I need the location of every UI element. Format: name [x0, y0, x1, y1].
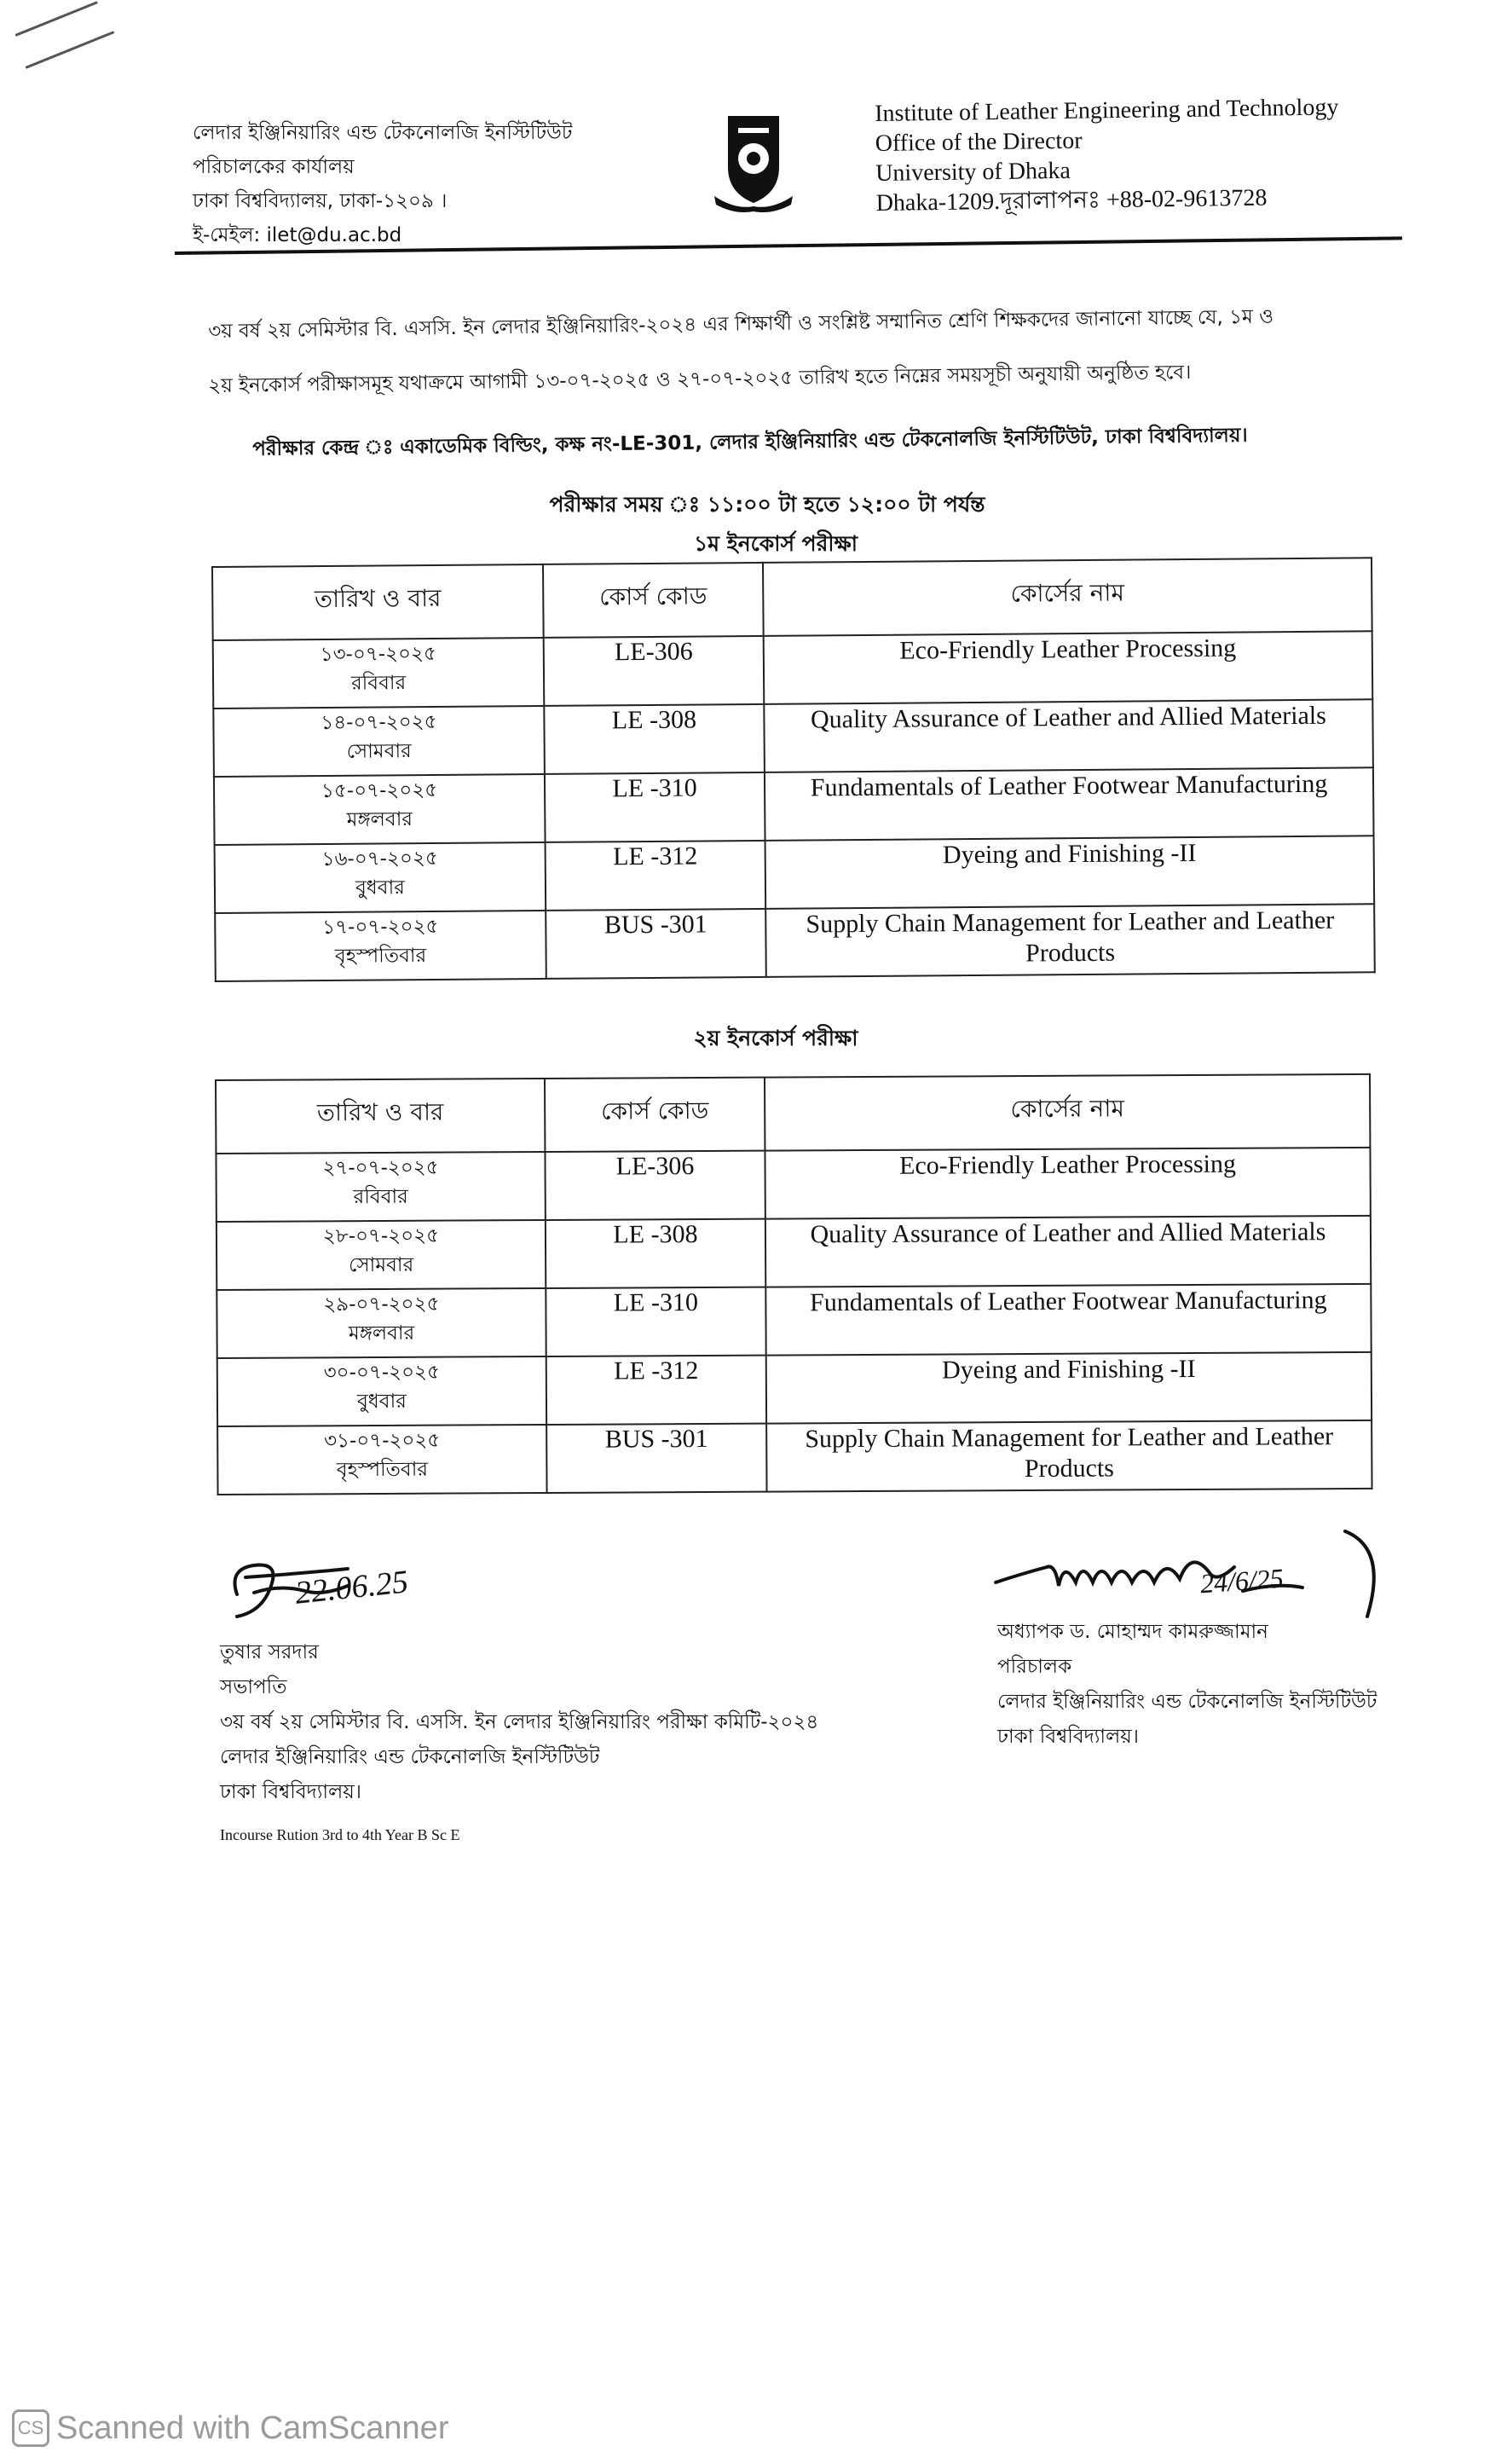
- column-header-name: কোর্সের নাম: [763, 558, 1372, 636]
- course-name-cell: Fundamentals of Leather Footwear Manufacturing: [765, 767, 1374, 841]
- table-row: [215, 836, 1375, 913]
- header-bn-line: ঢাকা বিশ্ববিদ্যালয়, ঢাকা-১২০৯ ।: [193, 190, 448, 212]
- course-name-cell: Eco-Friendly Leather Processing: [765, 1148, 1370, 1219]
- header-bn-line: লেদার ইঞ্জিনিয়ারিং এন্ড টেকনোলজি ইনস্টিটিউট: [193, 122, 573, 144]
- date-cell: ২৯-০৭-২০২৫ মঙ্গলবার: [217, 1288, 546, 1358]
- table-row: [214, 767, 1374, 845]
- header-en-line: University of Dhaka: [875, 157, 1071, 187]
- header-english-address: [875, 92, 1340, 218]
- university-logo: [709, 111, 798, 217]
- signatory-committee: ৩য় বর্ষ ২য় সেমিস্টার বি. এসসি. ইন লেদার ইঞ্জিনিয়ারিং পরীক্ষা কমিটি-২০২৪: [220, 1711, 819, 1733]
- table-row: [215, 904, 1375, 981]
- left-signature-date: 22.06.25: [293, 1564, 410, 1611]
- camscanner-watermark: [12, 2409, 448, 2447]
- date-cell: ১৬-০৭-২০২৫ বুধবার: [215, 842, 546, 913]
- column-header-date: তারিখ ও বার: [216, 1079, 545, 1154]
- notice-line-1: ৩য় বর্ষ ২য় সেমিস্টার বি. এসসি. ইন লেদার ইঞ্জিনিয়ারিং-২০২৪ এর শিক্ষার্থী ও সংশ্লিষ্ট সম্মানিত শ্রেণি শিক্ষকদের জানানো যাচ্ছে যে, ১ম ও: [208, 305, 1274, 343]
- column-header-code: কোর্স কোড: [543, 563, 764, 638]
- date-cell: ১৪-০৭-২০২৫ সোমবার: [213, 706, 545, 777]
- header-bn-line: ই-মেইল: ilet@du.ac.bd: [193, 224, 402, 246]
- table-header-row: [216, 1074, 1370, 1154]
- left-signature: [220, 1543, 442, 1637]
- course-code-cell: BUS -301: [546, 909, 766, 979]
- course-name-cell: Supply Chain Management for Leather and Leather Products: [765, 904, 1375, 977]
- course-name-cell: Quality Assurance of Leather and Allied Materials: [764, 699, 1373, 772]
- course-code-cell: LE -308: [546, 1219, 765, 1288]
- column-header-code: কোর্স কোড: [545, 1078, 765, 1152]
- course-name-cell: Eco-Friendly Leather Processing: [764, 631, 1373, 704]
- right-signatory-block: [997, 1615, 1377, 1755]
- exam-venue: পরীক্ষার কেন্দ্র ঃ একাডেমিক বিল্ডিং, কক্ষ নং-LE-301, লেদার ইঞ্জিনিয়ারিং এন্ড টেকনোলজি ইনস্টিটিউট, ঢাকা বিশ্ববিদ্যালয়।: [252, 424, 1248, 460]
- course-code-cell: LE -310: [545, 772, 765, 842]
- course-name-cell: Dyeing and Finishing -II: [765, 836, 1375, 909]
- table-row: [217, 1420, 1372, 1495]
- header-bn-line: পরিচালকের কার্যালয়: [193, 156, 355, 178]
- header-bangla-address: [193, 116, 572, 252]
- table-row: [217, 1352, 1372, 1426]
- signatory-institute: লেদার ইঞ্জিনিয়ারিং এন্ড টেকনোলজি ইনস্টিটিউট: [997, 1691, 1377, 1713]
- header-en-line: Dhaka-1209.দূরালাপনঃ +88-02-9613728: [875, 184, 1268, 217]
- date-cell: ২৮-০৭-২০২৫ সোমবার: [217, 1220, 546, 1290]
- course-code-cell: LE -312: [546, 1356, 766, 1425]
- date-cell: ১৭-০৭-২০২৫ বৃহস্পতিবার: [215, 911, 546, 981]
- exam2-title: ২য় ইনকোর্স পরীক্ষা: [693, 1026, 858, 1050]
- camscanner-logo-icon: CS: [12, 2409, 49, 2447]
- camscanner-text: Scanned with CamScanner: [56, 2409, 449, 2446]
- signatory-university: ঢাকা বিশ্ববিদ্যালয়।: [997, 1726, 1139, 1748]
- exam1-title: ১ম ইনকোর্স পরীক্ষা: [693, 531, 858, 556]
- table-row: [213, 699, 1373, 777]
- signatory-institute: লেদার ইঞ্জিনিয়ারিং এন্ড টেকনোলজি ইনস্টিটিউট: [220, 1746, 600, 1768]
- exam-time: পরীক্ষার সময় ঃ ১১:০০ টা হতে ১২:০০ টা পর্যন্ত: [549, 492, 985, 517]
- table-row: [213, 631, 1373, 709]
- footer-note: Incourse Rution 3rd to 4th Year B Sc E: [220, 1826, 460, 1843]
- course-code-cell: BUS -301: [546, 1424, 766, 1493]
- table-row: [216, 1148, 1370, 1222]
- column-header-date: তারিখ ও বার: [212, 564, 544, 640]
- signatory-name: তুষার সরদার: [220, 1641, 319, 1663]
- signatory-name: অধ্যাপক ড. মোহাম্মদ কামরুজ্জামান: [997, 1621, 1268, 1643]
- course-code-cell: LE -308: [544, 704, 765, 774]
- header-en-line: Institute of Leather Engineering and Technology: [875, 94, 1339, 127]
- course-code-cell: LE -310: [546, 1287, 765, 1356]
- signatory-designation: পরিচালক: [997, 1656, 1072, 1678]
- course-name-cell: Supply Chain Management for Leather and Leather Products: [766, 1420, 1372, 1492]
- exam1-schedule-table: [211, 557, 1376, 982]
- date-cell: ৩০-০৭-২০২৫ বুধবার: [217, 1356, 546, 1426]
- left-signatory-block: [220, 1635, 818, 1810]
- course-name-cell: Fundamentals of Leather Footwear Manufacturing: [765, 1284, 1371, 1356]
- date-cell: ১৩-০৭-২০২৫ রবিবার: [213, 638, 545, 709]
- header-en-line: Office of the Director: [875, 127, 1083, 157]
- table-header-row: [212, 558, 1372, 640]
- course-name-cell: Dyeing and Finishing -II: [766, 1352, 1372, 1424]
- signatory-designation: সভাপতি: [220, 1676, 287, 1698]
- notice-line-2: ২য় ইনকোর্স পরীক্ষাসমূহ যথাক্রমে আগামী ১৩-০৭-২০২৫ ও ২৭-০৭-২০২৫ তারিখ হতে নিম্নের সময়সূচী অনুযায়ী অনুষ্ঠিত হবে।: [208, 361, 1192, 397]
- column-header-name: কোর্সের নাম: [765, 1074, 1370, 1151]
- signatory-university: ঢাকা বিশ্ববিদ্যালয়।: [220, 1781, 361, 1803]
- table-row: [217, 1284, 1371, 1358]
- scan-scratch-mark: [14, 1, 98, 37]
- course-code-cell: LE-306: [545, 1151, 765, 1220]
- right-signature-date: 24/6/25: [1198, 1562, 1285, 1599]
- course-code-cell: LE-306: [544, 636, 765, 706]
- scan-scratch-mark: [25, 31, 114, 69]
- exam2-schedule-table: [215, 1073, 1373, 1495]
- table-row: [217, 1216, 1371, 1290]
- date-cell: ৩১-০৭-২০২৫ বৃহস্পতিবার: [217, 1425, 546, 1495]
- course-name-cell: Quality Assurance of Leather and Allied Materials: [765, 1216, 1371, 1287]
- date-cell: ২৭-০৭-২০২৫ রবিবার: [216, 1152, 545, 1222]
- course-code-cell: LE -312: [546, 841, 766, 911]
- date-cell: ১৫-০৭-২০২৫ মঙ্গলবার: [214, 774, 546, 845]
